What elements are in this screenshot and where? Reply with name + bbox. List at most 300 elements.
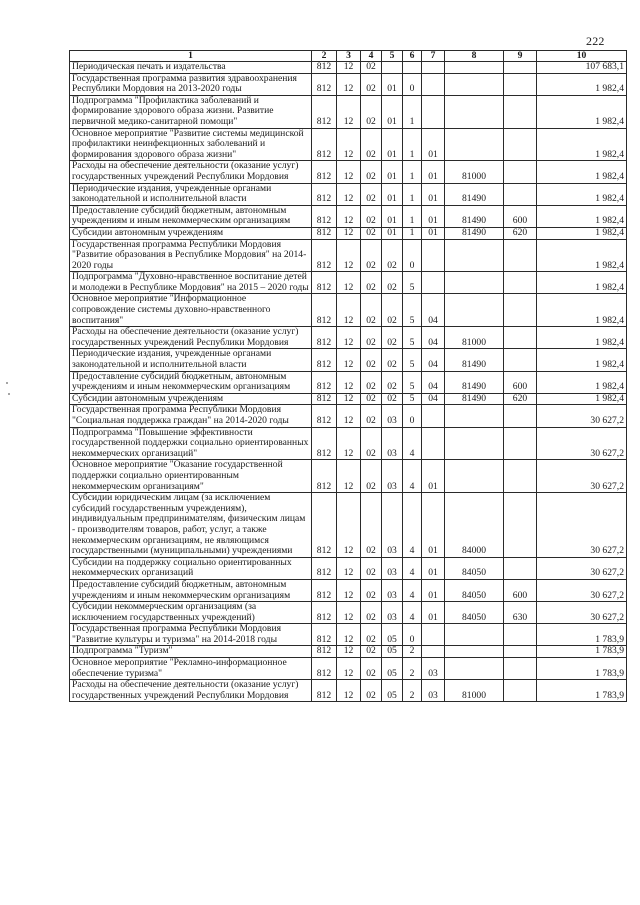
code-cell: 01 (382, 205, 403, 227)
code-cell: 4 (403, 557, 422, 579)
code-cell: 812 (312, 227, 337, 239)
code-cell: 4 (403, 427, 422, 460)
row-name-cell: Периодические издания, учрежденные органами законодательной и исполнительной власти (70, 349, 312, 371)
amount-cell: 1 982,4 (537, 327, 627, 349)
table-row (70, 239, 627, 272)
column-header: 6 (403, 51, 422, 62)
code-cell (445, 460, 504, 493)
table-row (70, 405, 627, 427)
code-cell: 12 (337, 128, 361, 161)
code-cell (422, 239, 445, 272)
column-header: 9 (504, 51, 537, 62)
code-cell: 12 (337, 62, 361, 74)
code-cell: 0 (403, 624, 422, 646)
code-cell: 01 (422, 183, 445, 205)
code-cell (445, 239, 504, 272)
row-name-cell: Периодические издания, учрежденные органами законодательной и исполнительной власти (70, 183, 312, 205)
code-cell (422, 73, 445, 95)
code-cell: 12 (337, 646, 361, 658)
code-cell: 0 (403, 239, 422, 272)
row-name-cell: Периодическая печать и издательства (70, 62, 312, 74)
amount-cell: 30 627,2 (537, 405, 627, 427)
code-cell: 02 (382, 327, 403, 349)
row-name-cell: Основное мероприятие "Информационное сопровождение системы духовно-нравственного воспитания" (70, 294, 312, 327)
code-cell: 5 (403, 349, 422, 371)
code-cell: 12 (337, 327, 361, 349)
code-cell: 812 (312, 294, 337, 327)
page-number: 222 (586, 34, 605, 48)
code-cell: 02 (361, 371, 382, 393)
code-cell: 02 (361, 294, 382, 327)
code-cell: 1 (403, 95, 422, 128)
amount-cell: 1 982,4 (537, 128, 627, 161)
code-cell (445, 62, 504, 74)
code-cell: 84050 (445, 602, 504, 624)
amount-cell: 1 982,4 (537, 272, 627, 294)
code-cell: 12 (337, 205, 361, 227)
code-cell: 812 (312, 393, 337, 405)
amount-cell: 1 783,9 (537, 624, 627, 646)
code-cell (422, 646, 445, 658)
column-header: 8 (445, 51, 504, 62)
code-cell: 04 (422, 294, 445, 327)
amount-cell: 1 982,4 (537, 371, 627, 393)
code-cell: 812 (312, 427, 337, 460)
code-cell: 81490 (445, 227, 504, 239)
code-cell: 5 (403, 272, 422, 294)
code-cell: 02 (382, 349, 403, 371)
code-cell: 01 (382, 183, 403, 205)
table-row (70, 602, 627, 624)
code-cell: 01 (382, 73, 403, 95)
code-cell: 01 (422, 205, 445, 227)
code-cell (504, 128, 537, 161)
code-cell (422, 405, 445, 427)
code-cell: 812 (312, 62, 337, 74)
code-cell (504, 493, 537, 558)
code-cell: 12 (337, 393, 361, 405)
code-cell: 01 (382, 227, 403, 239)
code-cell: 812 (312, 239, 337, 272)
code-cell: 03 (382, 460, 403, 493)
code-cell: 812 (312, 460, 337, 493)
column-header: 3 (337, 51, 361, 62)
amount-cell: 1 982,4 (537, 205, 627, 227)
row-name-cell: Государственная программа Республики Мордовия "Развитие культуры и туризма" на 2014-2018 годы (70, 624, 312, 646)
row-name-cell: Субсидии автономным учреждениям (70, 227, 312, 239)
header-row (70, 51, 627, 62)
code-cell: 5 (403, 371, 422, 393)
code-cell (445, 272, 504, 294)
code-cell: 5 (403, 327, 422, 349)
code-cell: 02 (361, 62, 382, 74)
code-cell (445, 405, 504, 427)
amount-cell: 1 783,9 (537, 658, 627, 680)
code-cell: 812 (312, 161, 337, 183)
amount-cell: 30 627,2 (537, 460, 627, 493)
amount-cell: 1 982,4 (537, 95, 627, 128)
code-cell: 02 (361, 227, 382, 239)
code-cell (422, 427, 445, 460)
code-cell (445, 624, 504, 646)
code-cell: 4 (403, 602, 422, 624)
code-cell: 2 (403, 680, 422, 702)
code-cell: 12 (337, 239, 361, 272)
row-name-cell: Государственная программа развития здравоохранения Республики Мордовия на 2013-2020 годы (70, 73, 312, 95)
code-cell (504, 95, 537, 128)
code-cell (382, 62, 403, 74)
table-row (70, 460, 627, 493)
row-name-cell: Расходы на обеспечение деятельности (оказание услуг) государственных учреждений Республики Мордовия (70, 327, 312, 349)
code-cell (504, 658, 537, 680)
row-name-cell: Подпрограмма "Повышение эффективности государственной поддержки социально ориентированных некоммерческих организаций" (70, 427, 312, 460)
column-header: 5 (382, 51, 403, 62)
code-cell: 81000 (445, 327, 504, 349)
table-body (70, 62, 627, 702)
row-name-cell: Предоставление субсидий бюджетным, автономным учреждениям и иным некоммерческим организациям (70, 371, 312, 393)
row-name-cell: Субсидии автономным учреждениям (70, 393, 312, 405)
code-cell: 01 (422, 128, 445, 161)
code-cell (445, 128, 504, 161)
code-cell: 12 (337, 371, 361, 393)
code-cell (504, 646, 537, 658)
code-cell (504, 460, 537, 493)
code-cell: 02 (382, 239, 403, 272)
row-name-cell: Субсидии некоммерческим организациям (за исключением государственных учреждений) (70, 602, 312, 624)
code-cell: 04 (422, 349, 445, 371)
code-cell: 12 (337, 73, 361, 95)
table-row (70, 161, 627, 183)
code-cell: 01 (422, 227, 445, 239)
code-cell: 812 (312, 493, 337, 558)
amount-cell: 30 627,2 (537, 602, 627, 624)
code-cell (504, 680, 537, 702)
table-row (70, 493, 627, 558)
code-cell: 5 (403, 393, 422, 405)
code-cell: 02 (361, 557, 382, 579)
code-cell: 812 (312, 327, 337, 349)
table-row (70, 128, 627, 161)
code-cell: 1 (403, 161, 422, 183)
code-cell: 5 (403, 294, 422, 327)
table-row (70, 294, 627, 327)
code-cell (504, 239, 537, 272)
code-cell (445, 73, 504, 95)
code-cell (403, 62, 422, 74)
code-cell: 02 (361, 349, 382, 371)
code-cell: 02 (361, 239, 382, 272)
table-row (70, 557, 627, 579)
code-cell: 812 (312, 349, 337, 371)
row-name-cell: Расходы на обеспечение деятельности (оказание услуг) государственных учреждений Республики Мордовия (70, 161, 312, 183)
code-cell: 02 (361, 680, 382, 702)
code-cell: 12 (337, 602, 361, 624)
table-row (70, 579, 627, 601)
budget-table (69, 50, 627, 702)
table-row (70, 95, 627, 128)
code-cell: 4 (403, 493, 422, 558)
code-cell: 02 (361, 427, 382, 460)
column-header: 2 (312, 51, 337, 62)
code-cell (445, 658, 504, 680)
row-name-cell: Подпрограмма "Туризм" (70, 646, 312, 658)
code-cell: 03 (382, 602, 403, 624)
code-cell: 81000 (445, 680, 504, 702)
row-name-cell: Подпрограмма "Профилактика заболеваний и формирование здорового образа жизни. Развитие первичной медико-санитарной помощи" (70, 95, 312, 128)
code-cell: 812 (312, 405, 337, 427)
code-cell: 04 (422, 371, 445, 393)
code-cell (504, 73, 537, 95)
table-row (70, 183, 627, 205)
code-cell: 12 (337, 227, 361, 239)
code-cell: 12 (337, 493, 361, 558)
code-cell: 02 (361, 183, 382, 205)
code-cell: 81490 (445, 205, 504, 227)
column-header: 1 (70, 51, 312, 62)
code-cell (422, 624, 445, 646)
code-cell: 02 (361, 393, 382, 405)
code-cell: 620 (504, 227, 537, 239)
code-cell (504, 557, 537, 579)
code-cell: 02 (382, 272, 403, 294)
code-cell: 812 (312, 624, 337, 646)
code-cell: 02 (382, 371, 403, 393)
code-cell: 600 (504, 205, 537, 227)
code-cell: 2 (403, 646, 422, 658)
code-cell: 84050 (445, 579, 504, 601)
code-cell: 1 (403, 205, 422, 227)
code-cell: 2 (403, 658, 422, 680)
code-cell: 04 (422, 393, 445, 405)
code-cell: 1 (403, 128, 422, 161)
table-row (70, 393, 627, 405)
code-cell: 84050 (445, 557, 504, 579)
code-cell: 4 (403, 460, 422, 493)
code-cell: 812 (312, 128, 337, 161)
code-cell: 02 (361, 646, 382, 658)
code-cell: 02 (361, 602, 382, 624)
code-cell: 0 (403, 73, 422, 95)
code-cell: 02 (361, 624, 382, 646)
code-cell (445, 95, 504, 128)
code-cell: 02 (361, 205, 382, 227)
table-row (70, 227, 627, 239)
code-cell: 01 (422, 579, 445, 601)
code-cell: 02 (361, 327, 382, 349)
code-cell (422, 272, 445, 294)
row-name-cell: Основное мероприятие "Развитие системы медицинской профилактики неинфекционных заболеваний и формирования здорового образа жизни" (70, 128, 312, 161)
code-cell: 12 (337, 405, 361, 427)
code-cell: 12 (337, 349, 361, 371)
code-cell: 03 (382, 557, 403, 579)
amount-cell: 1 982,4 (537, 294, 627, 327)
code-cell (504, 427, 537, 460)
amount-cell: 1 783,9 (537, 646, 627, 658)
row-name-cell: Субсидии на поддержку социально ориентированных некоммерческих организаций (70, 557, 312, 579)
code-cell: 01 (422, 460, 445, 493)
code-cell: 02 (361, 161, 382, 183)
table-row (70, 205, 627, 227)
code-cell: 12 (337, 427, 361, 460)
code-cell: 812 (312, 73, 337, 95)
amount-cell: 30 627,2 (537, 427, 627, 460)
table-row (70, 272, 627, 294)
code-cell: 1 (403, 227, 422, 239)
code-cell: 02 (361, 128, 382, 161)
code-cell: 0 (403, 405, 422, 427)
table-row (70, 658, 627, 680)
code-cell: 03 (382, 427, 403, 460)
row-name-cell: Государственная программа Республики Мордовия "Развитие образования в Республике Мордовия" на 2014-2020 годы (70, 239, 312, 272)
code-cell: 02 (361, 460, 382, 493)
code-cell: 600 (504, 579, 537, 601)
code-cell (504, 294, 537, 327)
table-row (70, 624, 627, 646)
code-cell (504, 272, 537, 294)
code-cell: 02 (361, 658, 382, 680)
amount-cell: 1 982,4 (537, 183, 627, 205)
code-cell: 812 (312, 95, 337, 128)
code-cell: 05 (382, 658, 403, 680)
table-row (70, 327, 627, 349)
code-cell: 12 (337, 294, 361, 327)
code-cell: 630 (504, 602, 537, 624)
code-cell (445, 294, 504, 327)
code-cell: 812 (312, 205, 337, 227)
code-cell: 01 (382, 161, 403, 183)
table-row (70, 646, 627, 658)
code-cell: 812 (312, 646, 337, 658)
code-cell: 81490 (445, 393, 504, 405)
code-cell: 01 (422, 602, 445, 624)
code-cell: 4 (403, 579, 422, 601)
code-cell (445, 646, 504, 658)
table-header (70, 51, 627, 62)
code-cell: 12 (337, 95, 361, 128)
code-cell (422, 95, 445, 128)
code-cell (422, 62, 445, 74)
code-cell: 03 (382, 405, 403, 427)
amount-cell: 1 982,4 (537, 227, 627, 239)
code-cell: 01 (382, 95, 403, 128)
code-cell: 05 (382, 680, 403, 702)
code-cell: 620 (504, 393, 537, 405)
table-row (70, 680, 627, 702)
amount-cell: 30 627,2 (537, 557, 627, 579)
row-name-cell: Расходы на обеспечение деятельности (оказание услуг) государственных учреждений Республики Мордовия (70, 680, 312, 702)
code-cell: 03 (422, 680, 445, 702)
code-cell: 03 (382, 579, 403, 601)
amount-cell: 107 683,1 (537, 62, 627, 74)
code-cell: 02 (382, 294, 403, 327)
row-name-cell: Государственная программа Республики Мордовия "Социальная поддержка граждан" на 2014-2020 годы (70, 405, 312, 427)
row-name-cell: Подпрограмма "Духовно-нравственное воспитание детей и молодежи в Республике Мордовия" на 2015 – 2020 годы (70, 272, 312, 294)
code-cell (445, 427, 504, 460)
code-cell: 02 (361, 272, 382, 294)
amount-cell: 1 982,4 (537, 393, 627, 405)
code-cell: 02 (361, 493, 382, 558)
code-cell: 02 (361, 579, 382, 601)
code-cell: 04 (422, 327, 445, 349)
code-cell: 02 (361, 405, 382, 427)
scan-speck (6, 382, 8, 384)
amount-cell: 30 627,2 (537, 579, 627, 601)
amount-cell: 1 982,4 (537, 349, 627, 371)
table-row (70, 62, 627, 74)
code-cell: 12 (337, 161, 361, 183)
code-cell: 01 (422, 557, 445, 579)
code-cell: 12 (337, 658, 361, 680)
code-cell: 812 (312, 680, 337, 702)
code-cell (504, 349, 537, 371)
code-cell: 01 (422, 161, 445, 183)
code-cell: 02 (361, 73, 382, 95)
code-cell: 05 (382, 646, 403, 658)
code-cell: 05 (382, 624, 403, 646)
row-name-cell: Основное мероприятие "Рекламно-информационное обеспечение туризма" (70, 658, 312, 680)
amount-cell: 1 982,4 (537, 239, 627, 272)
code-cell: 12 (337, 624, 361, 646)
code-cell (504, 183, 537, 205)
code-cell: 02 (382, 393, 403, 405)
column-header: 7 (422, 51, 445, 62)
code-cell (504, 405, 537, 427)
column-header: 4 (361, 51, 382, 62)
code-cell: 812 (312, 371, 337, 393)
code-cell: 01 (382, 128, 403, 161)
code-cell: 12 (337, 557, 361, 579)
table-row (70, 349, 627, 371)
code-cell (504, 62, 537, 74)
code-cell (504, 624, 537, 646)
row-name-cell: Основное мероприятие "Оказание государственной поддержки социально ориентированным некоммерческим организациям" (70, 460, 312, 493)
code-cell: 02 (361, 95, 382, 128)
table-row (70, 427, 627, 460)
code-cell: 812 (312, 557, 337, 579)
row-name-cell: Предоставление субсидий бюджетным, автономным учреждениям и иным некоммерческим организациям (70, 579, 312, 601)
code-cell: 812 (312, 183, 337, 205)
code-cell: 12 (337, 680, 361, 702)
code-cell: 81000 (445, 161, 504, 183)
code-cell: 12 (337, 579, 361, 601)
code-cell: 03 (422, 658, 445, 680)
code-cell: 600 (504, 371, 537, 393)
table-row (70, 73, 627, 95)
amount-cell: 1 783,9 (537, 680, 627, 702)
code-cell (504, 161, 537, 183)
code-cell: 812 (312, 272, 337, 294)
scan-speck (8, 393, 10, 395)
code-cell: 812 (312, 658, 337, 680)
code-cell: 812 (312, 579, 337, 601)
code-cell: 1 (403, 183, 422, 205)
row-name-cell: Субсидии юридическим лицам (за исключением субсидий государственным учреждениям), индивидуальным предпринимателям, физическим лицам - производителям товаров, работ, услуг, а также некоммерческим организациям, не являющимся государственными (муниципальными) учреждениями (70, 493, 312, 558)
code-cell: 81490 (445, 371, 504, 393)
amount-cell: 30 627,2 (537, 493, 627, 558)
code-cell: 01 (422, 493, 445, 558)
amount-cell: 1 982,4 (537, 73, 627, 95)
code-cell: 81490 (445, 349, 504, 371)
code-cell: 12 (337, 460, 361, 493)
code-cell: 03 (382, 493, 403, 558)
amount-cell: 1 982,4 (537, 161, 627, 183)
column-header: 10 (537, 51, 627, 62)
code-cell: 84000 (445, 493, 504, 558)
code-cell: 12 (337, 183, 361, 205)
code-cell: 812 (312, 602, 337, 624)
code-cell: 81490 (445, 183, 504, 205)
code-cell (504, 327, 537, 349)
